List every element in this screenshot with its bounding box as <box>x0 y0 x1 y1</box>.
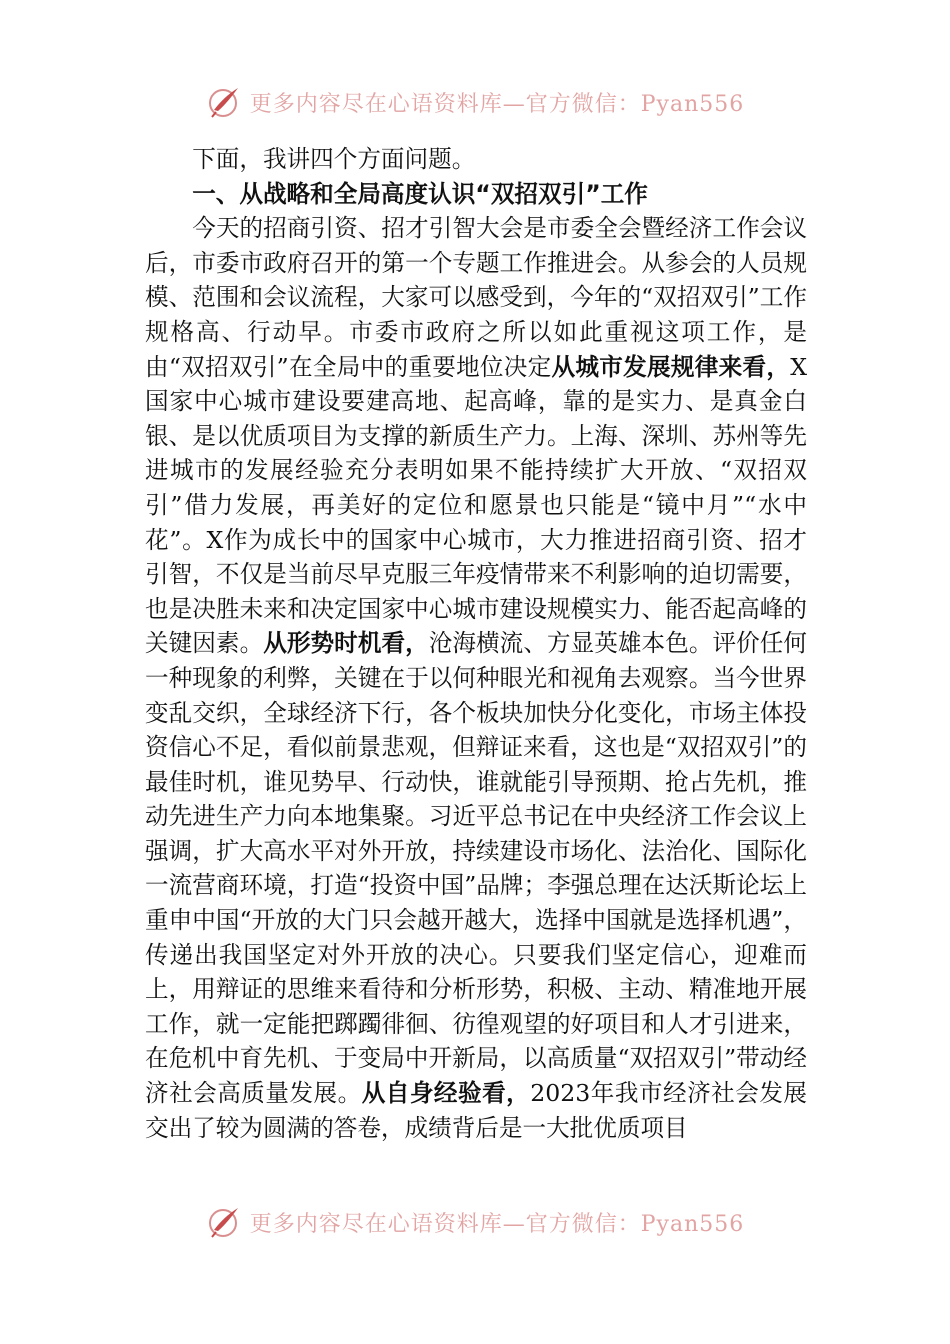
document-body <box>145 142 807 1246</box>
section-heading: 一、从战略和全局高度认识“双招双引”工作 <box>192 179 648 208</box>
footer-watermark <box>0 1200 950 1240</box>
watermark-text: 更多内容尽在心语资料库—官方微信：Pyan556 <box>249 91 745 117</box>
body-paragraph <box>145 211 807 1145</box>
feather-quill-logo-icon <box>206 1204 242 1240</box>
paragraph-text: 2023年我市经济社会发展交出了较为圆满的答卷，成绩背后是一大批优质项目 <box>145 1079 807 1142</box>
paragraph-text: 今天的招商引资、招才引智大会是市委全会暨经济工作会议后，市委市政府召开的第一个专题工作推进会。从参会的人员规模、范围和会议流程，大家可以感受到，今年的“双招双引”工作规格高、行动早。市委市政府之所以如此重视这项工作，是由“双招双引”在全局中的重要地位决定 <box>145 214 807 381</box>
watermark-text: 更多内容尽在心语资料库—官方微信：Pyan556 <box>249 1211 745 1237</box>
emphasis-city-law: 从城市发展规律来看， <box>551 352 791 381</box>
body-paragraph-clip <box>145 211 807 1246</box>
paragraph-text: X国家中心城市建设要建高地、起高峰，靠的是实力、是真金白银、是以优质项目为支撑的新质生产力。上海、深圳、苏州等先进城市的发展经验充分表明如果不能持续扩大开放、“双招双引”借力发展，再美好的定位和愿景也只能是“镜中月”“水中花”。X作为成长中的国家中心城市，大力推进招商引资、招才引智，不仅是当前尽早克服三年疫情带来不利影响的迫切需要，也是决胜未来和决定国家中心城市建设规模实力、能否起高峰的关键因素。 <box>145 352 807 658</box>
emphasis-situation: 从形势时机看， <box>263 629 429 658</box>
header-watermark <box>0 80 950 124</box>
emphasis-experience: 从自身经验看， <box>361 1079 531 1108</box>
paragraph-text: 沧海横流、方显英雄本色。评价任何一种现象的利弊，关键在于以何种眼光和视角去观察。当今世界变乱交织，全球经济下行，各个板块加快分化变化，市场主体投资信心不足，看似前景悲观，但辩证来看，这也是“双招双引”的最佳时机，谁见势早、行动快，谁就能引导预期、抢占先机，推动先进生产力向本地集聚。习近平总书记在中央经济工作会议上强调，扩大高水平对外开放，持续建设市场化、法治化、国际化一流营商环境，打造“投资中国”品牌；李强总理在达沃斯论坛上重申中国“开放的大门只会越开越大，选择中国就是选择机遇”，传递出我国坚定对外开放的决心。只要我们坚定信心，迎难而上，用辩证的思维来看待和分析形势，积极、主动、精准地开展工作，就一定能把踯躅徘徊、彷徨观望的好项目和人才引进来，在危机中育先机、于变局中开新局，以高质量“双招双引”带动经济社会高质量发展。 <box>145 629 807 1108</box>
feather-quill-logo-icon <box>206 84 242 120</box>
intro-line: 下面，我讲四个方面问题。 <box>192 145 476 173</box>
